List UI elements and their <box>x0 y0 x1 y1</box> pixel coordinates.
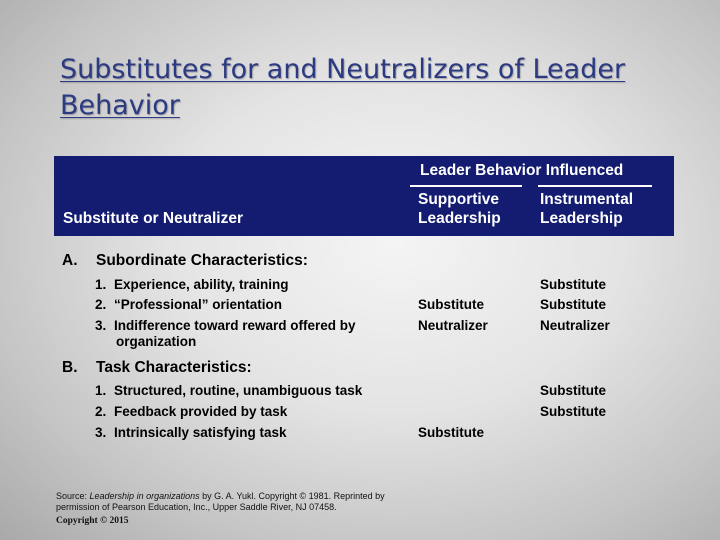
section-a-letter: A. <box>62 252 78 269</box>
table-row-characteristic: “Professional” orientation <box>114 297 283 312</box>
header-supportive-line2: Leadership <box>418 210 501 227</box>
table-cell-instrumental: Substitute <box>540 404 606 419</box>
table-row-characteristic: Structured, routine, unambiguous task <box>114 383 363 398</box>
table-row-number: 1. <box>95 383 107 398</box>
table-row-number: 2. <box>95 404 107 419</box>
table-row-number: 3. <box>95 425 107 440</box>
header-substitute-or-neutralizer: Substitute or Neutralizer <box>63 210 243 227</box>
table-row-characteristic: Experience, ability, training <box>114 277 289 292</box>
table-cell-supportive: Substitute <box>418 297 484 312</box>
table-cell-supportive: Neutralizer <box>418 318 488 333</box>
section-b-letter: B. <box>62 359 78 376</box>
table-row-number: 1. <box>95 277 107 292</box>
table-row-characteristic: Indifference toward reward offered by <box>114 318 356 333</box>
source-citation <box>56 491 426 513</box>
source-book-title: Leadership in organizations <box>89 491 200 501</box>
table-cell-supportive: Substitute <box>418 425 484 440</box>
header-divider-line <box>538 185 652 187</box>
header-instrumental-line2: Leadership <box>540 210 623 227</box>
source-prefix: Source: <box>56 491 90 501</box>
table-row-characteristic: Feedback provided by task <box>114 404 288 419</box>
header-supportive-leadership <box>418 190 501 228</box>
section-b-title: Task Characteristics: <box>96 359 252 376</box>
source-details: by G. A. Yukl. Copyright © 1981. Reprinted by permission of Pearson Education, Inc., Upper Saddle River, NJ 07458. <box>56 491 385 512</box>
table-row-number: 3. <box>95 318 107 333</box>
table-cell-instrumental: Neutralizer <box>540 318 610 333</box>
slide-title: Substitutes for and Neutralizers of Leader Behavior <box>60 54 626 121</box>
table-cell-instrumental: Substitute <box>540 297 606 312</box>
header-leader-behavior-influenced: Leader Behavior Influenced <box>420 162 624 179</box>
copyright-notice: Copyright © 2015 <box>56 516 129 526</box>
table-header <box>54 156 674 236</box>
table-row-characteristic-continued: organization <box>116 334 197 349</box>
header-instrumental-line1: Instrumental <box>540 191 634 208</box>
table-row-characteristic: Intrinsically satisfying task <box>114 425 287 440</box>
table-cell-instrumental: Substitute <box>540 277 606 292</box>
header-divider-line <box>410 185 522 187</box>
section-a-title: Subordinate Characteristics: <box>96 252 308 269</box>
table-cell-instrumental: Substitute <box>540 383 606 398</box>
header-supportive-line1: Supportive <box>418 191 499 208</box>
header-instrumental-leadership <box>540 190 633 228</box>
table-row-number: 2. <box>95 297 107 312</box>
